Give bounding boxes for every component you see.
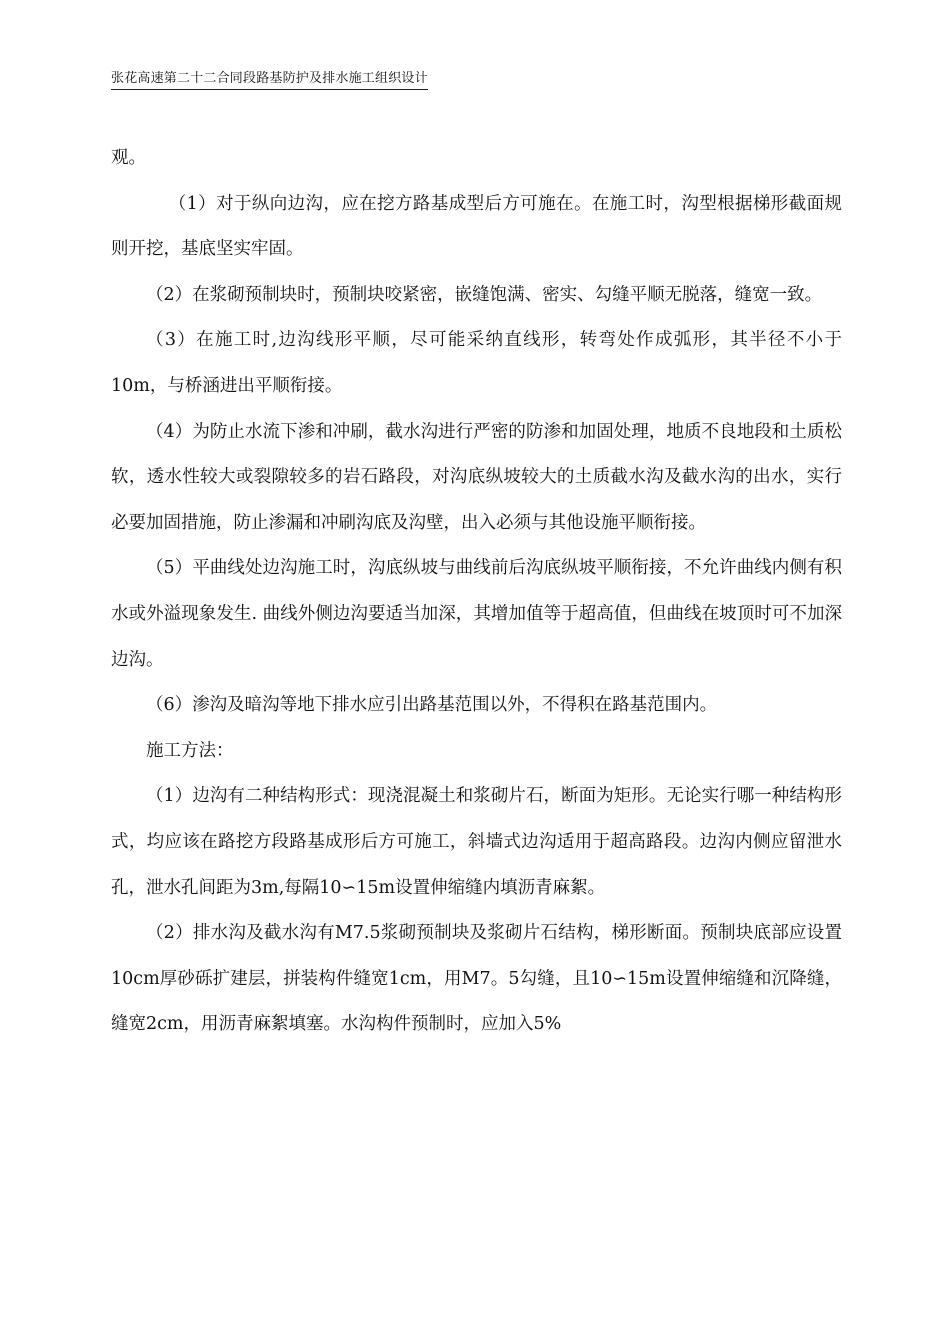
paragraph-method-2: （2）排水沟及截水沟有M7.5浆砌预制块及浆砌片石结构，梯形断面。预制块底部应设置10cm厚砂砾扩建层，拼装构件缝宽1cm，用M7。5勾缝，且10∽15m设置伸缩缝和沉降缝，缝宽2cm，用沥青麻絮填塞。水沟构件预制时，应加入5% <box>111 923 842 1035</box>
body-text <box>111 136 842 1048</box>
paragraph-method-1: （1）边沟有二种结构形式：现浇混凝土和浆砌片石，断面为矩形。无论实行哪一种结构形式，均应该在路挖方段路基成形后方可施工，斜墙式边沟适用于超高路段。边沟内侧应留泄水孔，泄水孔间距为3m,每隔10∽15m设置伸缩缝内填沥青麻絮。 <box>111 786 842 898</box>
paragraph-item-3: （3）在施工时,边沟线形平顺，尽可能采纳直线形，转弯处作成弧形，其半径不小于10m，与桥涵进出平顺衔接。 <box>111 330 842 396</box>
paragraph-item-5: （5）平曲线处边沟施工时，沟底纵坡与曲线前后沟底纵坡平顺衔接，不允许曲线内侧有积水或外溢现象发生. 曲线外侧边沟要适当加深，其增加值等于超高值，但曲线在坡顶时可不加深边沟。 <box>111 558 842 670</box>
paragraph-item-2: （2）在浆砌预制块时，预制块咬紧密，嵌缝饱满、密实、勾缝平顺无脱落，缝宽一致。 <box>146 284 823 305</box>
paragraph-item-4: （4）为防止水流下渗和冲刷，截水沟进行严密的防渗和加固处理，地质不良地段和土质松软，透水性较大或裂隙较多的岩石路段，对沟底纵坡较大的土质截水沟及截水沟的出水，实行必要加固措施，防止渗漏和冲刷沟底及沟壁，出入必须与其他设施平顺衔接。 <box>111 421 842 533</box>
paragraph-item-1: （1）对于纵向边沟，应在挖方路基成型后方可施在。在施工时，沟型根据梯形截面规则开挖，基底坚实牢固。 <box>111 193 842 260</box>
paragraph-item-6: （6）渗沟及暗沟等地下排水应引出路基范围以外，不得积在路基范围内。 <box>146 695 718 716</box>
paragraph-continuation: 观。 <box>111 148 146 168</box>
section-heading-construction-method: 施工方法： <box>146 740 234 761</box>
page-header: 张花高速第二十二合同段路基防护及排水施工组织设计 <box>111 70 428 90</box>
